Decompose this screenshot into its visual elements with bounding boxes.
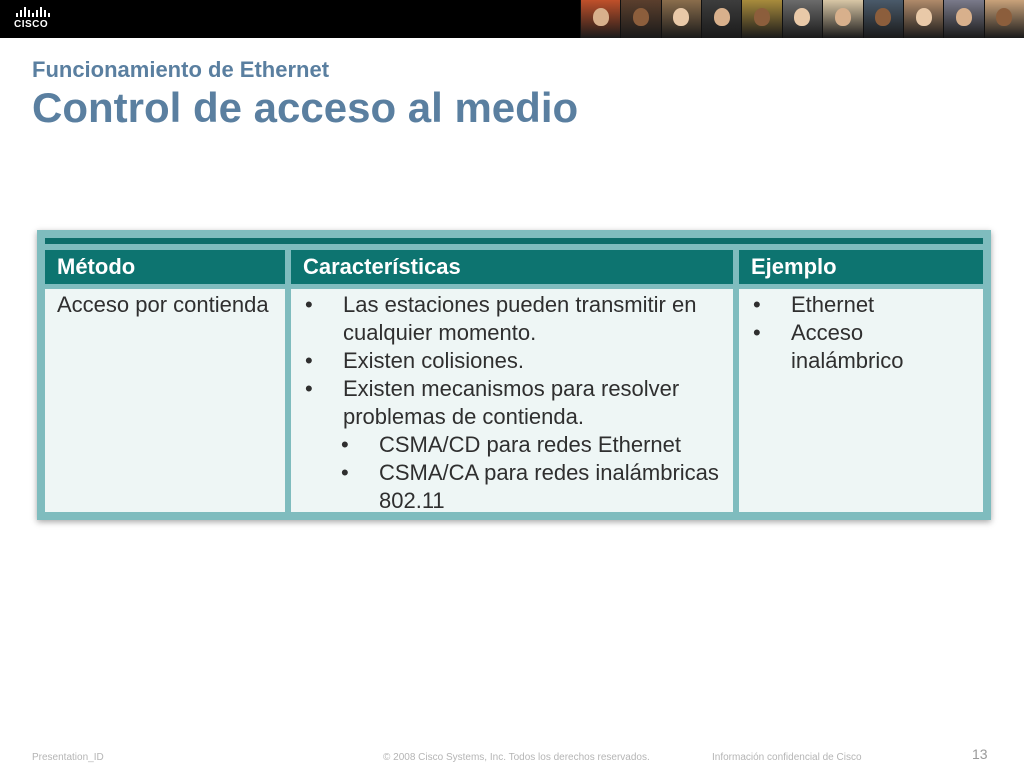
table-top-strip <box>45 238 983 244</box>
cisco-logo <box>14 7 58 33</box>
person-face-icon <box>673 8 689 26</box>
person-face-icon <box>754 8 770 26</box>
header-photo <box>822 0 862 38</box>
footer-confidential: Información confidencial de Cisco <box>712 752 862 763</box>
list-item: • Existen colisiones. <box>303 347 725 375</box>
header-caracteristicas: Características <box>291 250 733 284</box>
cell-examples <box>739 289 983 512</box>
list-subitem: • CSMA/CA para redes inalámbricas 802.11 <box>303 459 725 515</box>
person-face-icon <box>593 8 609 26</box>
method-text: Acceso por contienda <box>57 292 269 317</box>
slide-number: 13 <box>972 746 988 762</box>
header-photo <box>863 0 903 38</box>
header-photo <box>620 0 660 38</box>
header-photo-strip <box>580 0 1024 38</box>
person-face-icon <box>835 8 851 26</box>
person-face-icon <box>633 8 649 26</box>
header-photo <box>580 0 620 38</box>
slide-subtitle: Funcionamiento de Ethernet <box>32 57 330 82</box>
header-photo <box>701 0 741 38</box>
list-subitem: • CSMA/CD para redes Ethernet <box>303 431 725 459</box>
examples-list <box>751 291 975 375</box>
header-ejemplo: Ejemplo <box>739 250 983 284</box>
list-item: • Las estaciones pueden transmitir en cualquier momento. <box>303 291 725 347</box>
list-item: • Existen mecanismos para resolver problemas de contienda. <box>303 375 725 431</box>
cell-method <box>45 289 285 512</box>
list-item: • Acceso inalámbrico <box>751 319 975 375</box>
header-photo <box>782 0 822 38</box>
header-photo <box>661 0 701 38</box>
footer-presentation-id: Presentation_ID <box>32 752 104 763</box>
person-face-icon <box>794 8 810 26</box>
header-metodo: Método <box>45 250 285 284</box>
cisco-bars-icon <box>16 7 58 17</box>
header-photo <box>943 0 983 38</box>
header-photo <box>984 0 1024 38</box>
comparison-table <box>37 230 991 520</box>
list-item: • Ethernet <box>751 291 975 319</box>
footer-copyright: © 2008 Cisco Systems, Inc. Todos los derechos reservados. <box>383 752 650 763</box>
person-face-icon <box>875 8 891 26</box>
cisco-logo-text: CISCO <box>14 19 49 30</box>
header-bar <box>0 0 1024 38</box>
cell-characteristics <box>291 289 733 512</box>
slide-title: Control de acceso al medio <box>32 84 579 131</box>
person-face-icon <box>916 8 932 26</box>
person-face-icon <box>714 8 730 26</box>
characteristics-list <box>303 291 725 515</box>
header-photo <box>903 0 943 38</box>
person-face-icon <box>956 8 972 26</box>
person-face-icon <box>996 8 1012 26</box>
header-photo <box>741 0 781 38</box>
